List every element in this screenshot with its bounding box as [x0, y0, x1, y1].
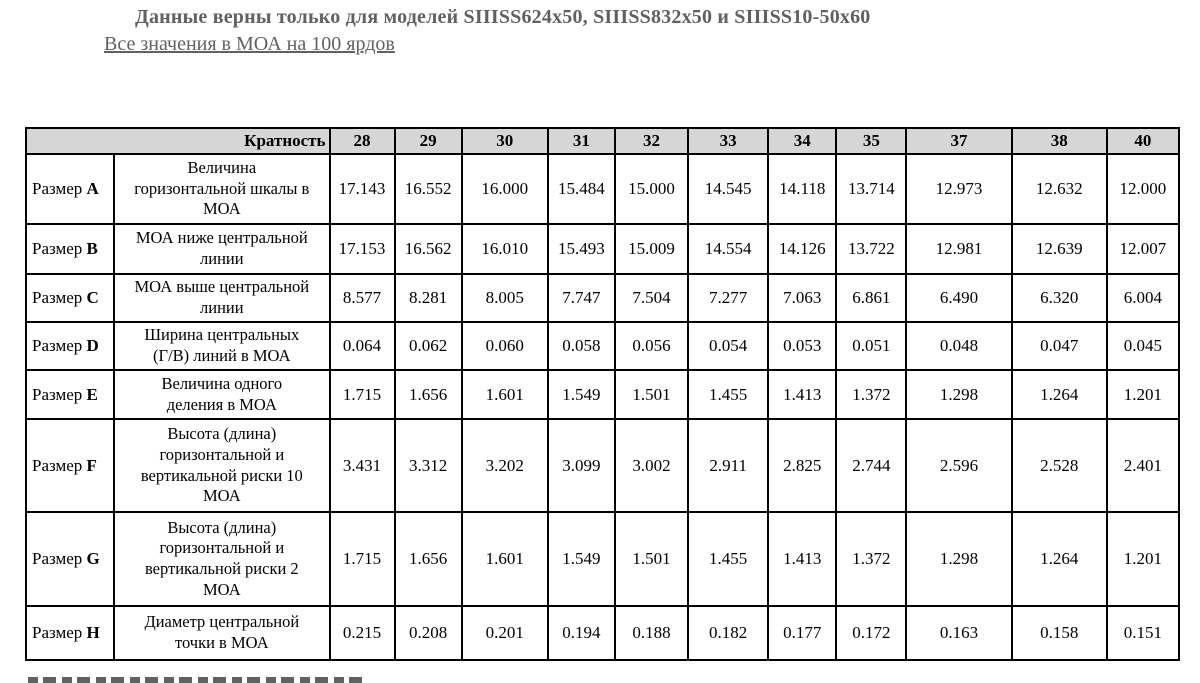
magnification-column-header: 31 [548, 128, 615, 154]
row-label-prefix: Размер [32, 239, 83, 259]
row-label-cell [26, 606, 114, 660]
row-description-text: Ширина центральных (Г/В) линий в МОА [144, 325, 300, 365]
row-description-text: Величина одного деления в МОА [161, 373, 283, 414]
value-cell: 3.431 [330, 419, 395, 512]
value-cell: 3.002 [615, 419, 688, 512]
magnification-column-header: 30 [462, 128, 548, 154]
value-cell: 1.501 [615, 370, 688, 419]
row-description-cell [114, 512, 329, 606]
value-cell: 1.201 [1107, 370, 1179, 419]
value-cell: 12.639 [1012, 224, 1107, 274]
value-cell: 17.143 [330, 154, 395, 224]
value-cell: 0.064 [330, 322, 395, 370]
value-cell: 0.172 [836, 606, 906, 660]
value-cell: 2.911 [688, 419, 768, 512]
value-cell: 2.528 [1012, 419, 1107, 512]
row-label-letter: G [86, 549, 100, 569]
value-cell: 13.722 [836, 224, 906, 274]
magnification-column-header: 29 [395, 128, 462, 154]
value-cell: 8.577 [330, 274, 395, 322]
value-cell: 1.715 [330, 370, 395, 419]
magnification-column-header: 28 [330, 128, 395, 154]
value-cell: 1.656 [395, 370, 462, 419]
value-cell: 6.490 [906, 274, 1011, 322]
row-description-text: Диаметр центральной точки в МОА [144, 612, 300, 652]
value-cell: 1.501 [615, 512, 688, 606]
row-label-letter: B [86, 239, 98, 259]
value-cell: 15.009 [615, 224, 688, 274]
value-cell: 3.312 [395, 419, 462, 512]
value-cell: 0.177 [768, 606, 836, 660]
row-label-prefix: Размер [32, 336, 83, 356]
row-description-cell [114, 370, 329, 419]
row-label-letter: F [86, 455, 97, 475]
row-label-letter: A [86, 179, 99, 199]
value-cell: 13.714 [836, 154, 906, 224]
value-cell: 14.126 [768, 224, 836, 274]
row-label-prefix: Размер [32, 288, 83, 308]
value-cell: 1.715 [330, 512, 395, 606]
table-row [26, 322, 1179, 370]
value-cell: 1.601 [462, 370, 548, 419]
value-cell: 0.047 [1012, 322, 1107, 370]
value-cell: 0.053 [768, 322, 836, 370]
value-cell: 1.264 [1012, 370, 1107, 419]
row-label-cell [26, 419, 114, 512]
value-cell: 12.981 [906, 224, 1011, 274]
value-cell: 2.401 [1107, 419, 1179, 512]
value-cell: 16.000 [462, 154, 548, 224]
value-cell: 3.202 [462, 419, 548, 512]
row-description-text: Величина горизонтальной шкалы в МОА [134, 158, 310, 219]
row-description-cell [114, 274, 329, 322]
value-cell: 0.056 [615, 322, 688, 370]
value-cell: 0.054 [688, 322, 768, 370]
row-label-cell [26, 224, 114, 274]
row-label-letter: C [86, 288, 99, 308]
row-description-cell [114, 606, 329, 660]
value-cell: 17.153 [330, 224, 395, 274]
value-cell: 3.099 [548, 419, 615, 512]
row-label-prefix: Размер [32, 623, 83, 643]
value-cell: 0.151 [1107, 606, 1179, 660]
value-cell: 0.060 [462, 322, 548, 370]
row-label-cell [26, 322, 114, 370]
value-cell: 1.413 [768, 512, 836, 606]
value-cell: 1.656 [395, 512, 462, 606]
page-subtitle: Все значения в МОА на 100 ярдов [104, 33, 395, 55]
moa-spec-table [25, 127, 1180, 661]
document-header [0, 5, 1200, 56]
row-description-cell [114, 419, 329, 512]
magnification-column-header: 34 [768, 128, 836, 154]
magnification-header-cell: Кратность [26, 128, 330, 154]
value-cell: 15.000 [615, 154, 688, 224]
row-description-text: Высота (длина) горизонтальной и вертикальной риски 2 МОА [144, 517, 299, 599]
magnification-column-header: 37 [906, 128, 1011, 154]
magnification-column-header: 38 [1012, 128, 1107, 154]
value-cell: 1.298 [906, 512, 1011, 606]
page-title: Данные верны только для моделей SIIISS624x50, SIIISS832x50 и SIIISS10-50x60 [135, 6, 871, 28]
value-cell: 0.194 [548, 606, 615, 660]
value-cell: 7.504 [615, 274, 688, 322]
value-cell: 12.007 [1107, 224, 1179, 274]
row-label-cell [26, 512, 114, 606]
row-label-letter: E [86, 384, 98, 404]
row-description-text: МОА выше центральной линии [134, 277, 310, 317]
value-cell: 1.372 [836, 370, 906, 419]
value-cell: 0.215 [330, 606, 395, 660]
value-cell: 2.825 [768, 419, 836, 512]
value-cell: 15.484 [548, 154, 615, 224]
value-cell: 1.455 [688, 370, 768, 419]
value-cell: 0.163 [906, 606, 1011, 660]
value-cell: 2.744 [836, 419, 906, 512]
row-label-prefix: Размер [32, 384, 83, 404]
value-cell: 0.045 [1107, 322, 1179, 370]
row-label-prefix: Размер [32, 549, 83, 569]
value-cell: 1.413 [768, 370, 836, 419]
table-row [26, 606, 1179, 660]
row-label-letter: D [86, 336, 99, 356]
value-cell: 12.632 [1012, 154, 1107, 224]
value-cell: 0.058 [548, 322, 615, 370]
row-label-letter: H [86, 623, 100, 643]
value-cell: 1.549 [548, 512, 615, 606]
row-description-cell [114, 224, 329, 274]
value-cell: 14.118 [768, 154, 836, 224]
value-cell: 14.554 [688, 224, 768, 274]
row-label-cell [26, 154, 114, 224]
table-row [26, 512, 1179, 606]
value-cell: 0.158 [1012, 606, 1107, 660]
value-cell: 12.000 [1107, 154, 1179, 224]
table-header-row [26, 128, 1179, 154]
row-description-cell [114, 322, 329, 370]
value-cell: 7.277 [688, 274, 768, 322]
value-cell: 8.005 [462, 274, 548, 322]
row-label-prefix: Размер [32, 455, 83, 475]
value-cell: 1.455 [688, 512, 768, 606]
magnification-column-header: 35 [836, 128, 906, 154]
value-cell: 0.188 [615, 606, 688, 660]
table-row [26, 370, 1179, 419]
value-cell: 1.298 [906, 370, 1011, 419]
value-cell: 1.264 [1012, 512, 1107, 606]
value-cell: 0.051 [836, 322, 906, 370]
table-row [26, 224, 1179, 274]
row-description-text: МОА ниже центральной линии [135, 228, 308, 268]
magnification-column-header: 33 [688, 128, 768, 154]
value-cell: 1.601 [462, 512, 548, 606]
value-cell: 1.372 [836, 512, 906, 606]
value-cell: 16.552 [395, 154, 462, 224]
value-cell: 14.545 [688, 154, 768, 224]
cropped-bottom-text [28, 677, 363, 683]
magnification-column-header: 40 [1107, 128, 1179, 154]
value-cell: 0.208 [395, 606, 462, 660]
table-row [26, 274, 1179, 322]
magnification-column-header: 32 [615, 128, 688, 154]
row-description-text: Высота (длина) горизонтальной и вертикальной риски 10 МОА [140, 424, 303, 506]
row-label-prefix: Размер [32, 179, 83, 199]
value-cell: 8.281 [395, 274, 462, 322]
value-cell: 1.549 [548, 370, 615, 419]
value-cell: 6.004 [1107, 274, 1179, 322]
value-cell: 1.201 [1107, 512, 1179, 606]
value-cell: 0.062 [395, 322, 462, 370]
value-cell: 7.747 [548, 274, 615, 322]
value-cell: 16.562 [395, 224, 462, 274]
row-label-cell [26, 370, 114, 419]
value-cell: 15.493 [548, 224, 615, 274]
value-cell: 6.861 [836, 274, 906, 322]
value-cell: 16.010 [462, 224, 548, 274]
table-row [26, 419, 1179, 512]
value-cell: 0.182 [688, 606, 768, 660]
value-cell: 0.048 [906, 322, 1011, 370]
row-description-cell [114, 154, 329, 224]
value-cell: 6.320 [1012, 274, 1107, 322]
value-cell: 0.201 [462, 606, 548, 660]
value-cell: 12.973 [906, 154, 1011, 224]
value-cell: 2.596 [906, 419, 1011, 512]
row-label-cell [26, 274, 114, 322]
table-row [26, 154, 1179, 224]
value-cell: 7.063 [768, 274, 836, 322]
